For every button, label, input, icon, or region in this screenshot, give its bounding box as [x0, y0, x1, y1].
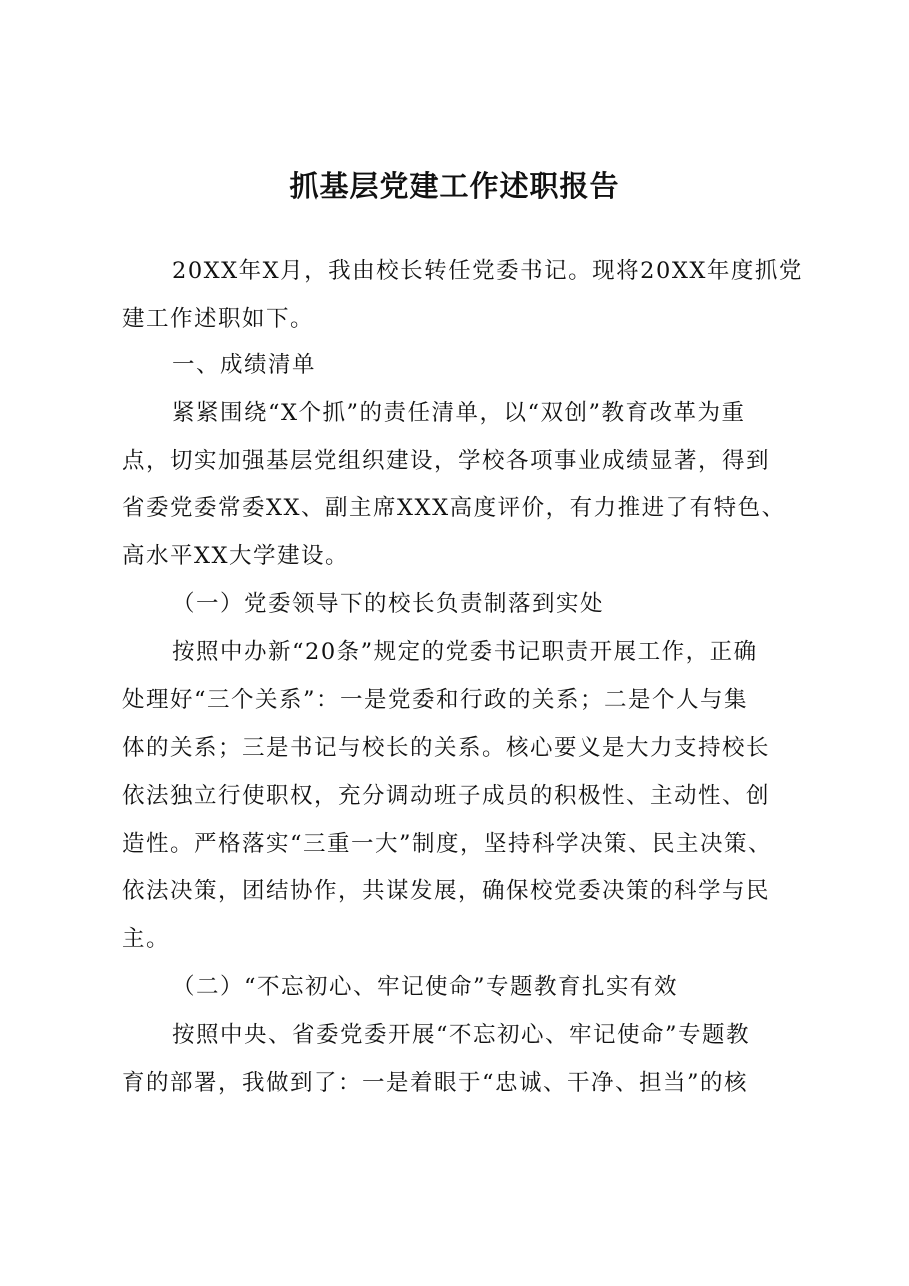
paragraph-line: 造性。严格落实“三重一大”制度，坚持科学决策、民主决策、 — [122, 831, 773, 857]
paragraph-line: 紧紧围绕“X个抓”的责任清单，以“双创”教育改革为重 — [172, 400, 746, 426]
subsection-heading: （一）党委领导下的校长负责制落到实处 — [172, 591, 605, 617]
section-heading: 一、成绩清单 — [172, 352, 317, 378]
paragraph-line: 主。 — [122, 926, 171, 952]
paragraph-line: 育的部署，我做到了：一是着眼于“忠诚、干净、担当”的核 — [122, 1070, 749, 1096]
paragraph-line: 按照中办新“20条”规定的党委书记职责开展工作，正确 — [172, 639, 758, 665]
paragraph-line: 建工作述职如下。 — [122, 306, 315, 332]
paragraph-line: 点，切实加强基层党组织建设，学校各项事业成绩显著，得到 — [122, 448, 771, 474]
document-title: 抓基层党建工作述职报告 — [289, 169, 620, 203]
paragraph-line: 20XX年X月，我由校长转任党委书记。现将20XX年度抓党 — [172, 258, 803, 284]
paragraph-line: 省委党委常委XX、副主席XXX高度评价，有力推进了有特色、 — [122, 495, 786, 521]
paragraph-line: 依法独立行使职权，充分调动班子成员的积极性、主动性、创 — [122, 783, 771, 809]
paragraph-line: 体的关系；三是书记与校长的关系。核心要义是大力支持校长 — [122, 735, 771, 761]
paragraph-line: 处理好“三个关系”：一是党委和行政的关系；二是个人与集 — [122, 687, 749, 713]
paragraph-line: 依法决策，团结协作，共谋发展，确保校党委决策的科学与民 — [122, 878, 771, 904]
paragraph-line: 按照中央、省委党委开展“不忘初心、牢记使命”专题教 — [172, 1022, 751, 1048]
paragraph-line: 高水平XX大学建设。 — [122, 543, 350, 569]
subsection-heading: （二）“不忘初心、牢记使命”专题教育扎实有效 — [172, 974, 679, 1000]
